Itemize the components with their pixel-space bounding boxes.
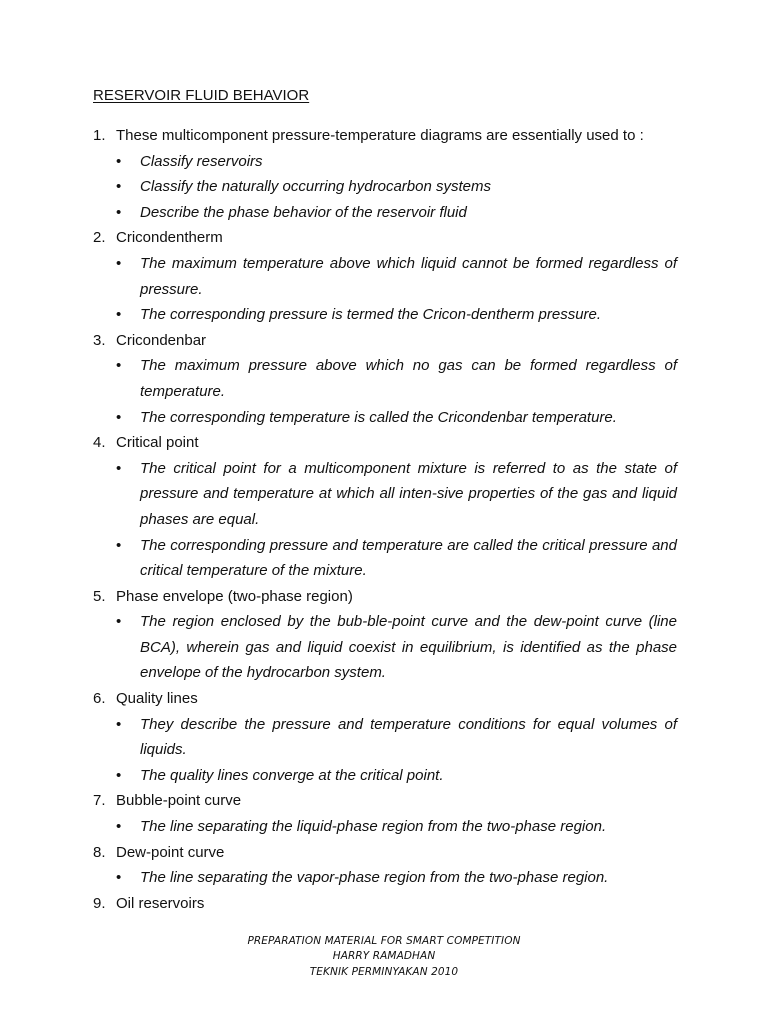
bullet-icon: • bbox=[116, 715, 122, 733]
bullet-text: Classify the naturally occurring hydrocarbon systems bbox=[140, 178, 491, 196]
bullet-icon: • bbox=[116, 818, 122, 836]
list-item-number: 7. bbox=[93, 792, 106, 810]
footer-line-1: PREPARATION MATERIAL FOR SMART COMPETITION bbox=[247, 935, 521, 947]
list-item bbox=[93, 788, 677, 839]
bullet-icon: • bbox=[116, 869, 122, 887]
bullet-icon: • bbox=[116, 357, 122, 375]
bullet-text: They describe the pressure and temperature conditions for equal volumes of liquids. bbox=[140, 715, 677, 759]
list-item-number: 2. bbox=[93, 229, 106, 247]
list-item-number: 4. bbox=[93, 434, 106, 452]
bullet-text: The critical point for a multicomponent mixture is referred to as the state of pressure and temperature at which all inten-sive properties of the gas and liquid phases are equal. bbox=[140, 459, 677, 528]
bullet-item bbox=[93, 251, 677, 302]
list-item-heading bbox=[93, 430, 677, 456]
list-item-heading bbox=[93, 840, 677, 866]
bullet-text: Classify reservoirs bbox=[140, 152, 263, 170]
list-item-heading bbox=[93, 891, 677, 917]
bullet-item bbox=[93, 174, 677, 200]
list-item bbox=[93, 891, 677, 917]
bullet-text: The line separating the vapor-phase region from the two-phase region. bbox=[140, 869, 609, 887]
list-item-heading-text: Dew-point curve bbox=[116, 843, 225, 861]
list-item-heading-text: Bubble-point curve bbox=[116, 792, 242, 810]
bullet-item bbox=[93, 533, 677, 584]
bullet-text: The corresponding pressure and temperature are called the critical pressure and critical temperature of the mixture. bbox=[140, 536, 677, 580]
list-item-heading-text: Phase envelope (two-phase region) bbox=[116, 587, 353, 605]
bullet-icon: • bbox=[116, 536, 122, 554]
list-item-heading-text: Cricondenbar bbox=[116, 331, 207, 349]
bullet-text: The maximum temperature above which liquid cannot be formed regardless of pressure. bbox=[140, 254, 677, 298]
list-item-heading-text: Oil reservoirs bbox=[116, 894, 205, 912]
list-item bbox=[93, 225, 677, 327]
footer-line-2: HARRY RAMADHAN bbox=[332, 950, 436, 963]
bullet-item bbox=[93, 865, 677, 891]
list-item-number: 5. bbox=[93, 587, 106, 605]
list-item-number: 6. bbox=[93, 690, 106, 708]
document-title: RESERVOIR FLUID BEHAVIOR bbox=[93, 87, 310, 104]
bullet-text: The line separating the liquid-phase region from the two-phase region. bbox=[140, 818, 607, 836]
list-item-number: 8. bbox=[93, 843, 106, 861]
bullet-icon: • bbox=[116, 254, 122, 272]
list-item bbox=[93, 686, 677, 788]
bullet-item bbox=[93, 302, 677, 328]
bullet-icon: • bbox=[116, 613, 122, 631]
bullet-text: The corresponding pressure is termed the Cricon-dentherm pressure. bbox=[140, 306, 602, 324]
bullet-item bbox=[93, 814, 677, 840]
list-item-heading-text: Cricondentherm bbox=[116, 229, 223, 247]
bullet-icon: • bbox=[116, 203, 122, 221]
list-item-number: 3. bbox=[93, 331, 106, 349]
list-item-heading bbox=[93, 788, 677, 814]
bullet-item bbox=[93, 456, 677, 533]
bullet-item bbox=[93, 763, 677, 789]
bullet-text: The maximum pressure above which no gas can be formed regardless of temperature. bbox=[140, 357, 677, 400]
bullet-icon: • bbox=[116, 152, 122, 170]
bullet-item bbox=[93, 609, 677, 686]
list-item bbox=[93, 584, 677, 686]
bullet-text: The region enclosed by the bub-ble-point curve and the dew-point curve (line BCA), wherein gas and liquid coexist in equilibrium, is identified as the phase envelope of the hydrocarbon system. bbox=[140, 613, 677, 682]
list-item-heading bbox=[93, 584, 677, 610]
list-item bbox=[93, 328, 677, 430]
list-item-heading bbox=[93, 328, 677, 354]
bullet-text: Describe the phase behavior of the reservoir fluid bbox=[140, 203, 467, 221]
bullet-icon: • bbox=[116, 178, 122, 196]
list-item bbox=[93, 430, 677, 584]
bullet-text: The corresponding temperature is called the Cricondenbar temperature. bbox=[140, 408, 617, 426]
bullet-item bbox=[93, 149, 677, 175]
footer-line-3: TEKNIK PERMINYAKAN 2010 bbox=[309, 965, 459, 978]
list-item-number: 1. bbox=[93, 127, 106, 144]
bullet-icon: • bbox=[116, 306, 122, 324]
bullet-item bbox=[93, 200, 677, 226]
list-item-number: 9. bbox=[93, 894, 106, 912]
bullet-item bbox=[93, 405, 677, 431]
list-item-heading bbox=[93, 686, 677, 712]
list-item-heading bbox=[93, 123, 677, 149]
bullet-icon: • bbox=[116, 766, 122, 784]
bullet-item bbox=[93, 353, 677, 404]
bullet-icon: • bbox=[116, 459, 122, 477]
list-item-heading-text: These multicomponent pressure-temperature diagrams are essentially used to : bbox=[116, 127, 644, 144]
list-item-heading bbox=[93, 225, 677, 251]
numbered-list bbox=[93, 123, 677, 916]
list-item bbox=[93, 123, 677, 225]
list-item-heading-text: Quality lines bbox=[116, 690, 198, 708]
list-item bbox=[93, 840, 677, 891]
bullet-item bbox=[93, 712, 677, 763]
bullet-text: The quality lines converge at the critical point. bbox=[140, 766, 444, 784]
list-item-heading-text: Critical point bbox=[116, 434, 199, 452]
bullet-icon: • bbox=[116, 408, 122, 426]
page-footer bbox=[0, 934, 768, 980]
